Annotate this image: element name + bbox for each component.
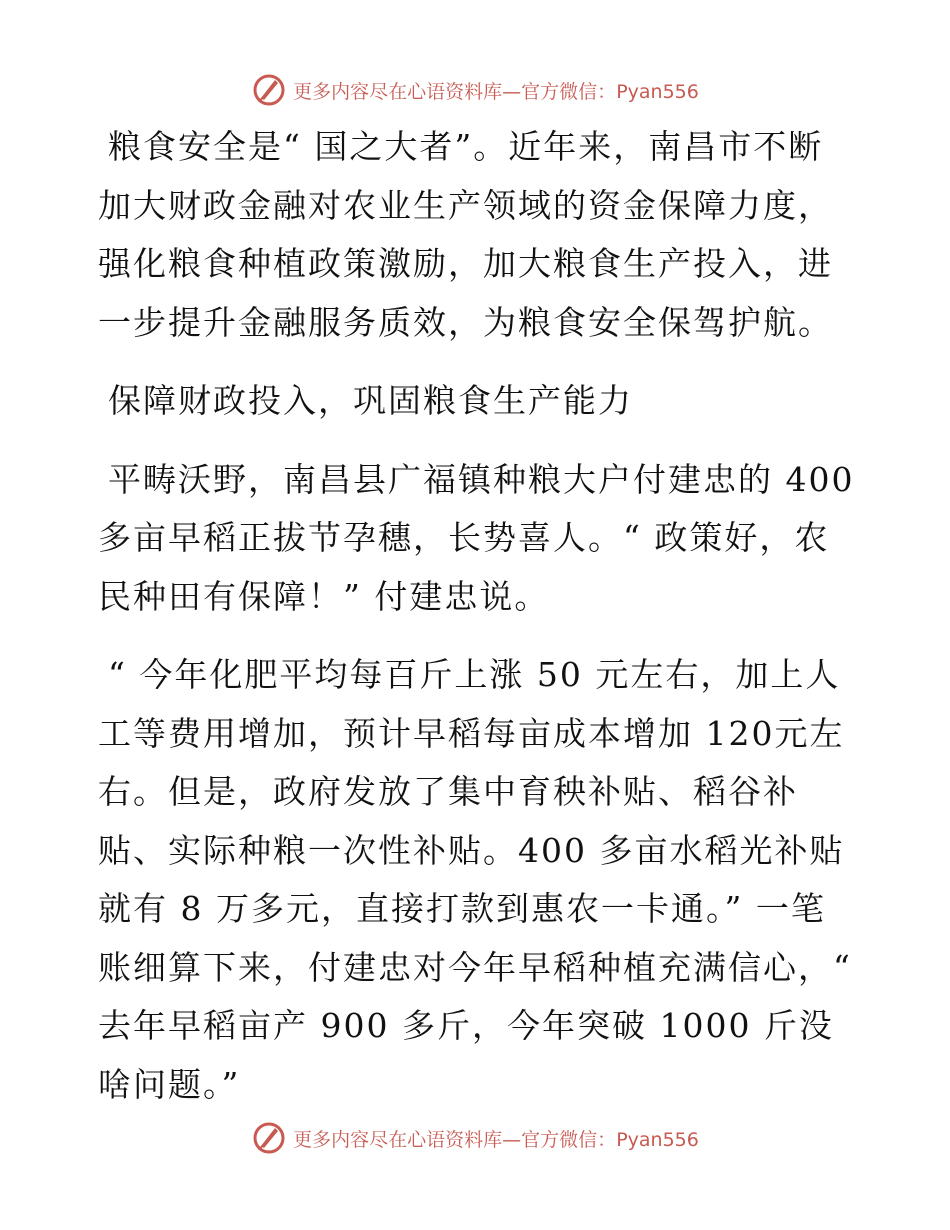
- watermark-title: 更多内容尽在心语资料库: [293, 1128, 503, 1151]
- footer-watermark: [0, 1118, 950, 1158]
- paragraph-farmer: 平畴沃野，南昌县广福镇种粮大户付建忠的 400 多亩早稻正拔节孕穗，长势喜人。“ 政策好，农民种田有保障！” 付建忠说。: [98, 459, 855, 616]
- watermark-text: [293, 1125, 699, 1152]
- quill-circle-logo-icon: [251, 1120, 287, 1156]
- watermark-official-label: 官方微信：: [521, 1128, 617, 1151]
- header-watermark: [0, 70, 950, 110]
- watermark-text: [293, 77, 699, 104]
- paragraph-quote: “ 今年化肥平均每百斤上涨 50 元左右，加上人工等费用增加，预计早稻每亩成本增加 120元左右。但是，政府发放了集中育秧补贴、稻谷补贴、实际种粮一次性补贴。400 多亩水稻光补贴就有 8 万多元，直接打款到惠农一卡通。” 一笔账细算下来，付建忠对今年早稻种植充满信心，“ 去年早稻亩产 900 多斤，今年突破 1000 斤没啥问题。”: [98, 655, 852, 1104]
- watermark-id: Pyan556: [616, 1128, 699, 1151]
- watermark-separator: —: [502, 80, 522, 103]
- watermark-official-label: 官方微信：: [521, 80, 617, 103]
- paragraph-intro: 粮食安全是“ 国之大者”。近年来，南昌市不断加大财政金融对农业生产领域的资金保障力度，强化粮食种植政策激励，加大粮食生产投入，进一步提升金融服务质效，为粮食安全保驾护航。: [98, 127, 833, 342]
- watermark-id: Pyan556: [616, 80, 699, 103]
- watermark-title: 更多内容尽在心语资料库: [293, 80, 503, 103]
- quill-circle-logo-icon: [251, 72, 287, 108]
- document-body: [98, 118, 858, 1134]
- section-heading: 保障财政投入，巩固粮食生产能力: [108, 381, 633, 420]
- watermark-separator: —: [502, 1128, 522, 1151]
